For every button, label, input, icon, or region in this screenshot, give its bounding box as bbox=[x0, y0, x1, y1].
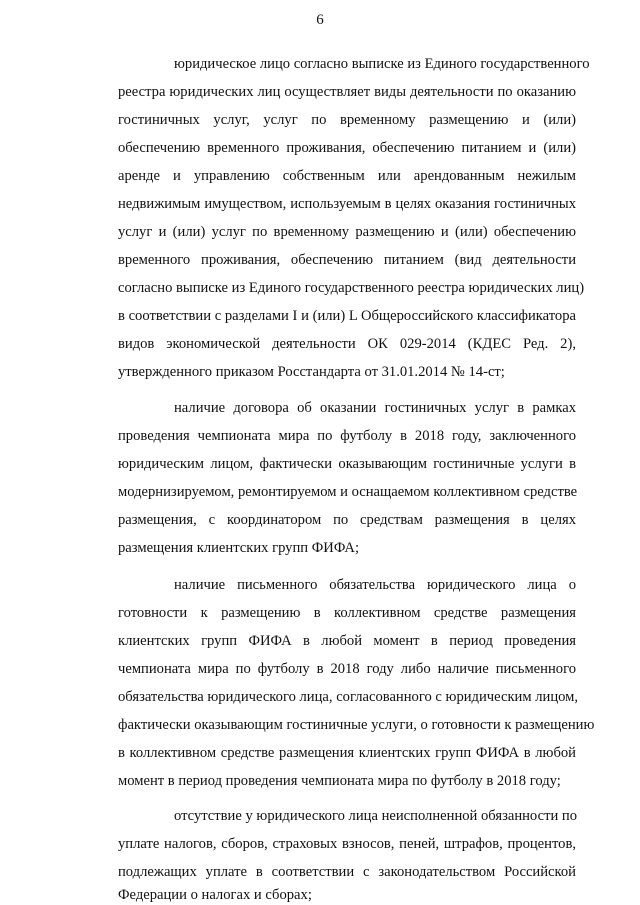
paragraph-3-line-6: фактически оказывающим гостиничные услуги, о готовности к размещению bbox=[118, 717, 595, 733]
paragraph-1-line-1: юридическое лицо согласно выписке из Единого государственного bbox=[174, 56, 590, 72]
paragraph-1-line-6: недвижимым имуществом, используемым в целях оказания гостиничных bbox=[118, 196, 576, 212]
paragraph-1-line-12: утвержденного приказом Росстандарта от 31.01.2014 № 14-ст; bbox=[118, 364, 505, 380]
paragraph-1-line-9: согласно выписке из Единого государственного реестра юридических лиц) bbox=[118, 280, 585, 296]
paragraph-3-line-3: клиентских групп ФИФА в любой момент в период проведения bbox=[118, 633, 576, 649]
paragraph-4-line-2: уплате налогов, сборов, страховых взносов, пеней, штрафов, процентов, bbox=[118, 836, 576, 852]
paragraph-3-line-7: в коллективном средстве размещения клиентских групп ФИФА в любой bbox=[118, 745, 576, 761]
paragraph-3-line-2: готовности к размещению в коллективном средстве размещения bbox=[118, 605, 576, 621]
paragraph-1-line-4: обеспечению временного проживания, обеспечению питанием и (или) bbox=[118, 140, 576, 156]
paragraph-3-line-4: чемпионата мира по футболу в 2018 году либо наличие письменного bbox=[118, 661, 576, 677]
paragraph-3-line-5: обязательства юридического лица, согласованного с юридическим лицом, bbox=[118, 689, 579, 705]
paragraph-2-line-1: наличие договора об оказании гостиничных услуг в рамках bbox=[174, 400, 576, 416]
paragraph-1-line-7: услуг и (или) услуг по временному размещению и (или) обеспечению bbox=[118, 224, 576, 240]
paragraph-2-line-3: юридическим лицом, фактически оказывающим гостиничные услуги в bbox=[118, 456, 576, 472]
paragraph-1-line-10: в соответствии с разделами I и (или) L Общероссийского классификатора bbox=[118, 308, 576, 324]
paragraph-3-line-8: момент в период проведения чемпионата мира по футболу в 2018 году; bbox=[118, 773, 561, 789]
paragraph-3-line-1: наличие письменного обязательства юридического лица о bbox=[174, 577, 576, 593]
paragraph-4-line-4: Федерации о налогах и сборах; bbox=[118, 887, 312, 903]
paragraph-4-line-3: подлежащих уплате в соответствии с законодательством Российской bbox=[118, 864, 576, 880]
paragraph-2-line-4: модернизируемом, ремонтируемом и оснащаемом коллективном средстве bbox=[118, 484, 578, 500]
paragraph-1-line-11: видов экономической деятельности ОК 029-2014 (КДЕС Ред. 2), bbox=[118, 336, 576, 352]
paragraph-4-line-1: отсутствие у юридического лица неисполненной обязанности по bbox=[174, 808, 578, 824]
paragraph-1-line-5: аренде и управлению собственным или арендованным нежилым bbox=[118, 168, 576, 184]
paragraph-1-line-8: временного проживания, обеспечению питанием (вид деятельности bbox=[118, 252, 576, 268]
paragraph-1-line-2: реестра юридических лиц осуществляет виды деятельности по оказанию bbox=[118, 84, 576, 100]
page-number: 6 bbox=[316, 12, 324, 28]
paragraph-1-line-3: гостиничных услуг, услуг по временному размещению и (или) bbox=[118, 112, 576, 128]
paragraph-2-line-2: проведения чемпионата мира по футболу в 2018 году, заключенного bbox=[118, 428, 576, 444]
paragraph-2-line-6: размещения клиентских групп ФИФА; bbox=[118, 540, 360, 556]
paragraph-2-line-5: размещения, с координатором по средствам размещения в целях bbox=[118, 512, 576, 528]
